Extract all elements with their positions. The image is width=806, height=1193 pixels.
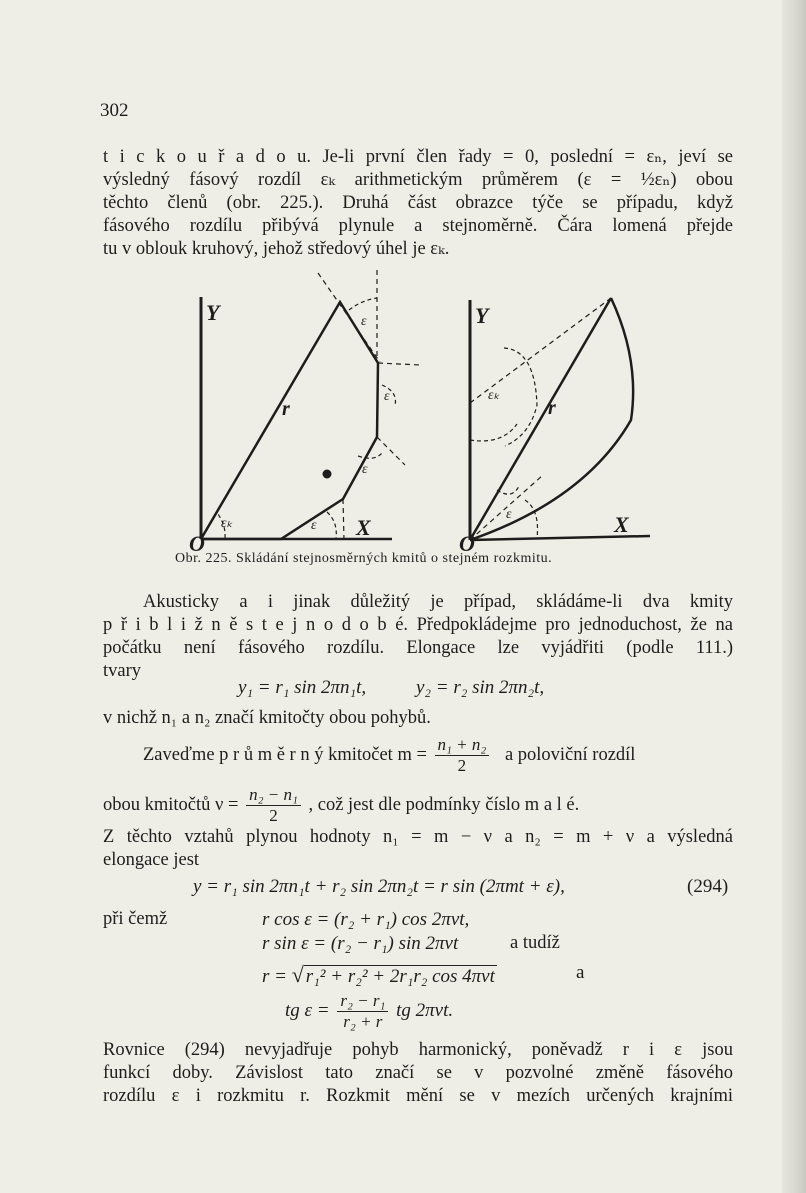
text-line: p ř i b l i ž n ě s t e j n o d o b é. Předpokládejme pro jednoduchost, že na [103, 615, 733, 635]
angle-label: ε [506, 507, 512, 522]
text-line: elongace jest [103, 850, 200, 870]
text-fragment: Zaveďme p r ů m ě r n ý kmitočet m = [143, 744, 427, 765]
equation-294: y = r₁ sin 2πn₁t + r₂ sin 2πn₂t = r sin (2πmt + ε), [193, 876, 565, 897]
text-line: počátku není fásového rozdílu. Elongace lze vyjádřiti (podle 111.) [103, 638, 733, 658]
text-line: t i c k o u ř a d o u. Je-li první člen řady = 0, poslední = εₙ, jeví se [103, 147, 733, 167]
angle-label: ε [361, 314, 367, 329]
equation-y2: y₂ = r₂ sin 2πn₂t, [416, 677, 545, 698]
equation-y1: y₁ = r₁ sin 2πn₁t, [238, 677, 367, 698]
figure-left [201, 270, 420, 540]
resultant-label: r [548, 397, 556, 419]
sqrt-symbol: √ [291, 962, 304, 987]
equation-lhs: tg ε = [285, 999, 330, 1021]
equation-rsin: r sin ε = (r₂ − r₁) sin 2πνt [262, 933, 459, 954]
text-line: Akusticky a i jinak důležitý je případ, skládáme-li dva kmity [143, 592, 733, 612]
total-angle-label: εₖ [488, 388, 500, 403]
text-line: tvary [103, 661, 142, 681]
equation-rcos: r cos ε = (r₂ + r₁) cos 2πνt, [262, 909, 470, 930]
text-line: těchto členů (obr. 225.). Druhá část obrazce týče se případu, když [103, 193, 733, 213]
origin-label: O [459, 531, 475, 556]
equation-tg [285, 991, 453, 1032]
text-line: funkcí doby. Závislost tato značí se v pozvolné změně fásového [103, 1063, 733, 1083]
text-line: Rovnice (294) nevyjadřuje pohyb harmonický, poněvadž r i ε jsou [103, 1040, 733, 1060]
text-fragment: , což jest dle podmínky číslo m a l é. [308, 794, 580, 815]
figure-caption: Obr. 225. Skládání stejnosměrných kmitů o stejném rozkmitu. [175, 551, 553, 566]
equation-number: (294) [687, 876, 729, 897]
fraction-numerator: n₂ − n₁ [246, 785, 301, 806]
fraction [435, 735, 490, 776]
mean-frequency-line [143, 735, 635, 776]
equation-r [262, 962, 497, 988]
text-fragment: obou kmitočtů ν = [103, 794, 239, 815]
angle-label: ε [384, 389, 390, 404]
fraction-denominator: 2 [269, 806, 278, 825]
page-number: 302 [100, 100, 129, 121]
equation-rhs: tg 2πνt. [396, 999, 454, 1021]
figure-right-labels [459, 303, 630, 556]
fraction-denominator: r₂ + r [343, 1012, 383, 1031]
text-fragment: a [576, 962, 585, 983]
resultant-label: r [282, 398, 290, 420]
angle-label: ε [362, 462, 368, 477]
radicand: r₁² + r₂² + 2r₁r₂ cos 4πνt [305, 966, 495, 987]
fraction [246, 785, 301, 826]
figure-left-labels [189, 300, 390, 556]
fraction-numerator: r₂ − r₁ [337, 991, 388, 1012]
text-fragment: při čemž [103, 909, 168, 929]
origin-label: O [189, 531, 205, 556]
text-line: výsledný fásový rozdíl εₖ arithmetickým průměrem (ε = ½εₙ) obou [103, 170, 733, 190]
fraction [337, 991, 388, 1032]
axis-x-label: X [356, 515, 371, 540]
axis-y-label: Y [206, 300, 220, 325]
fraction-denominator: 2 [457, 756, 467, 775]
figure-right [470, 298, 650, 540]
angle-label: ε [311, 518, 317, 533]
text-fragment: a poloviční rozdíl [504, 744, 636, 765]
fraction-numerator: n₁ + n₂ [435, 735, 490, 756]
axis-y-label: Y [475, 303, 489, 328]
half-difference-line [103, 785, 579, 826]
text-line: rozdílu ε i rozkmitu r. Rozkmit mění se v mezích určených krajními [103, 1086, 733, 1106]
text-line: fásového rozdílu přibývá plynule a stejnoměrně. Čára lomená přejde [103, 216, 733, 236]
total-angle-label: εₖ [221, 516, 233, 531]
equation-lhs: r = [262, 966, 287, 987]
text-line: Z těchto vztahů plynou hodnoty n₁ = m − ν a n₂ = m + ν a výsledná [103, 827, 733, 847]
axis-x-label: X [614, 512, 629, 537]
text-fragment: a tudíž [510, 933, 560, 953]
text-line: v nichž n₁ a n₂ značí kmitočty obou pohybů. [103, 708, 431, 728]
text-line: tu v oblouk kruhový, jehož středový úhel je εₖ. [103, 239, 450, 259]
